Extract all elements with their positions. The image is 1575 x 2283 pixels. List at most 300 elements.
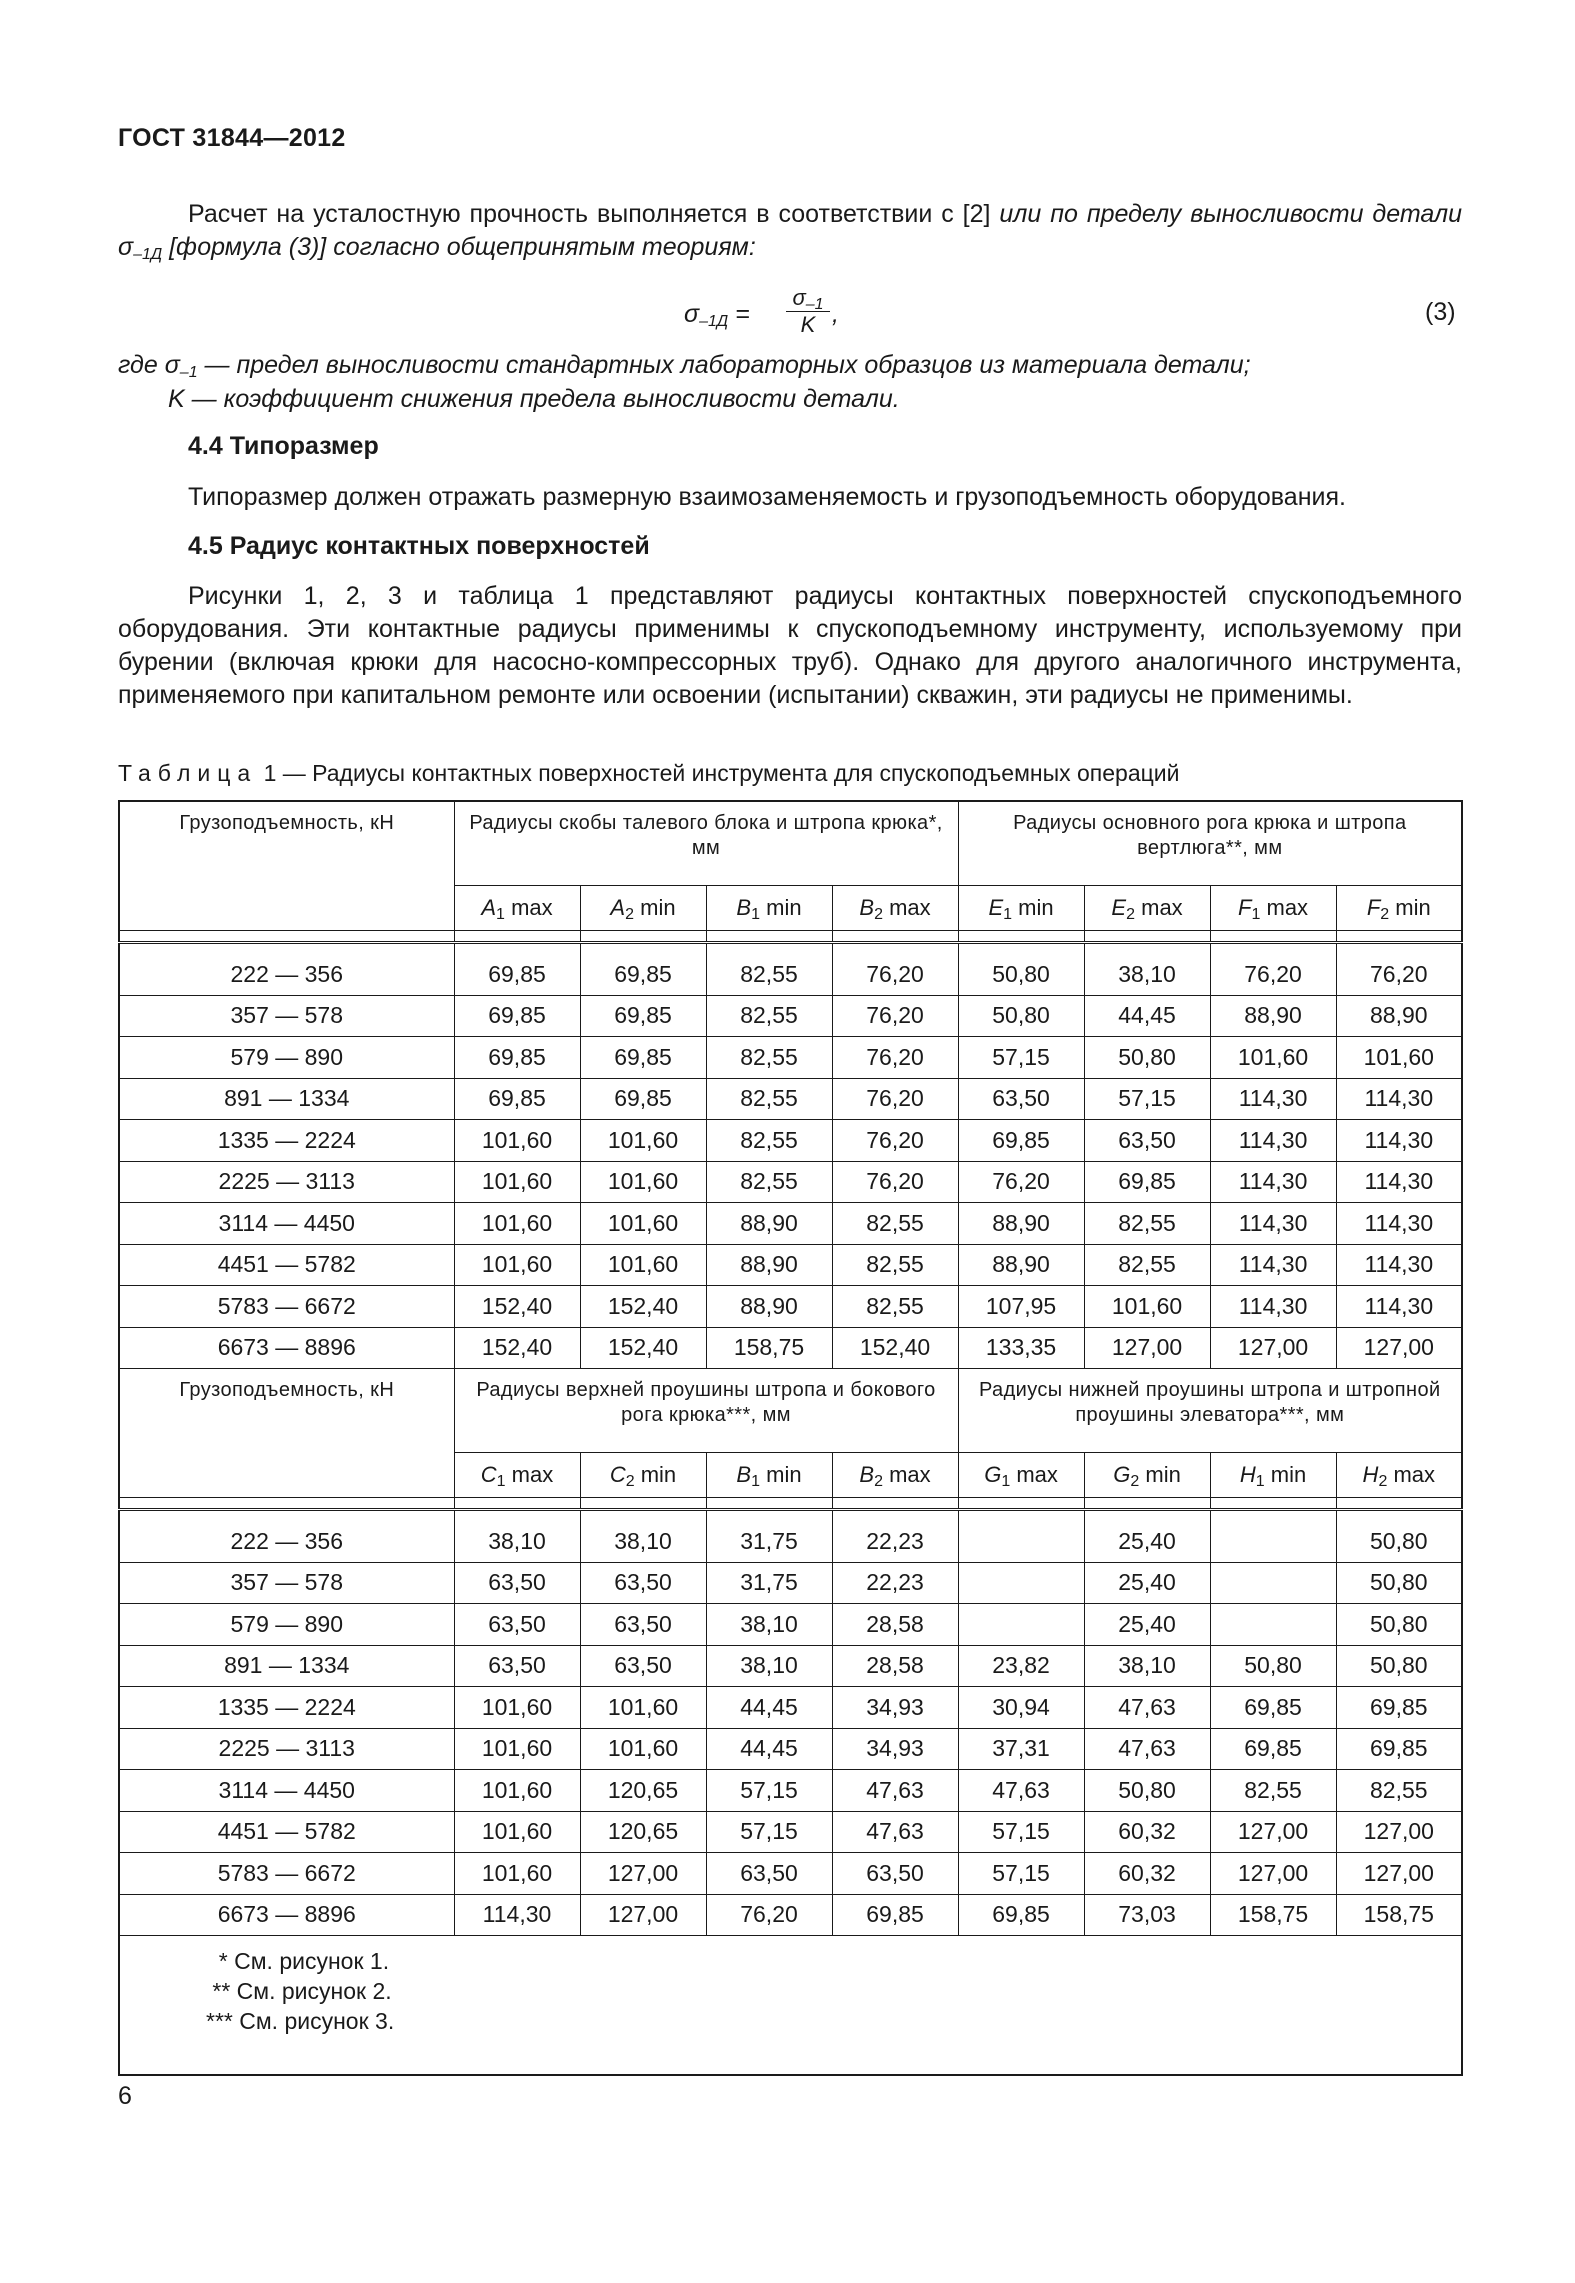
formula-eq: = — [728, 300, 750, 328]
value-cell: 63,50 — [580, 1645, 706, 1687]
separator-cell — [1084, 1498, 1210, 1510]
value-cell: 152,40 — [454, 1327, 580, 1369]
value-cell: 114,30 — [1336, 1078, 1462, 1120]
value-cell: 133,35 — [958, 1327, 1084, 1369]
value-cell: 76,20 — [1210, 943, 1336, 996]
value-cell — [958, 1510, 1084, 1563]
subheader-index: 2 — [1380, 906, 1390, 923]
subheader-limit: min — [760, 895, 802, 920]
value-cell: 73,03 — [1084, 1894, 1210, 1936]
value-cell: 127,00 — [1336, 1327, 1462, 1369]
value-cell: 69,85 — [454, 1078, 580, 1120]
formula-numerator-sub: –1 — [805, 296, 824, 313]
value-cell: 158,75 — [1336, 1894, 1462, 1936]
table-caption — [118, 760, 1180, 787]
table-notes — [119, 1936, 1462, 2076]
formula-lhs: σ — [684, 300, 700, 328]
value-cell: 88,90 — [706, 1286, 832, 1328]
value-cell: 50,80 — [1084, 1037, 1210, 1079]
table-row — [119, 1853, 1462, 1895]
value-cell: 50,80 — [958, 995, 1084, 1037]
radius-table — [118, 800, 1463, 2076]
subheader-symbol: G — [984, 1462, 1002, 1487]
value-cell: 44,45 — [706, 1687, 832, 1729]
subheader-limit: max — [1010, 1462, 1058, 1487]
value-cell: 114,30 — [1210, 1120, 1336, 1162]
subheader-cell — [832, 1453, 958, 1498]
value-cell: 101,60 — [1084, 1286, 1210, 1328]
value-cell: 63,50 — [454, 1604, 580, 1646]
table-row — [119, 1037, 1462, 1079]
separator-cell — [1336, 931, 1462, 943]
subheader-index: 1 — [1251, 906, 1261, 923]
value-cell: 50,80 — [1336, 1604, 1462, 1646]
formula-fraction — [786, 286, 830, 338]
value-cell: 82,55 — [1210, 1770, 1336, 1812]
table-row — [119, 1510, 1462, 1563]
value-cell: 101,60 — [580, 1244, 706, 1286]
value-cell: 63,50 — [580, 1604, 706, 1646]
value-cell: 47,63 — [1084, 1728, 1210, 1770]
table-row — [119, 1894, 1462, 1936]
subheader-symbol: A — [481, 895, 497, 920]
value-cell: 76,20 — [832, 1120, 958, 1162]
value-cell: 82,55 — [706, 995, 832, 1037]
subheader-index: 1 — [751, 1473, 761, 1490]
subheader-cell — [832, 886, 958, 931]
capacity-cell: 2225 — 3113 — [119, 1161, 454, 1203]
subheader-cell — [958, 1453, 1084, 1498]
capacity-cell: 6673 — 8896 — [119, 1894, 454, 1936]
value-cell: 31,75 — [706, 1562, 832, 1604]
value-cell: 57,15 — [1084, 1078, 1210, 1120]
value-cell: 82,55 — [706, 1078, 832, 1120]
legend-line1-a: где σ — [118, 351, 180, 379]
capacity-cell: 891 — 1334 — [119, 1645, 454, 1687]
value-cell: 57,15 — [706, 1770, 832, 1812]
subheader-limit: min — [1264, 1462, 1307, 1487]
value-cell: 127,00 — [1336, 1811, 1462, 1853]
capacity-cell: 1335 — 2224 — [119, 1120, 454, 1162]
value-cell: 23,82 — [958, 1645, 1084, 1687]
value-cell: 38,10 — [706, 1604, 832, 1646]
subheader-symbol: B — [736, 895, 752, 920]
value-cell: 101,60 — [454, 1120, 580, 1162]
value-cell: 69,85 — [454, 1037, 580, 1079]
formula-number: (3) — [1425, 298, 1456, 326]
separator-cell — [706, 931, 832, 943]
value-cell: 88,90 — [1336, 995, 1462, 1037]
subheader-index: 1 — [496, 906, 505, 923]
capacity-cell: 357 — 578 — [119, 995, 454, 1037]
value-cell: 31,75 — [706, 1510, 832, 1563]
value-cell: 38,10 — [454, 1510, 580, 1563]
header-separator — [119, 1498, 1462, 1510]
capacity-header: Грузоподъемность, кН — [119, 1369, 454, 1498]
value-cell: 114,30 — [1336, 1286, 1462, 1328]
value-cell: 60,32 — [1084, 1853, 1210, 1895]
value-cell: 76,20 — [958, 1161, 1084, 1203]
value-cell: 88,90 — [958, 1244, 1084, 1286]
notes-row — [119, 1936, 1462, 2076]
subheader-cell — [706, 886, 832, 931]
value-cell: 76,20 — [1336, 943, 1462, 996]
value-cell: 50,80 — [1336, 1510, 1462, 1563]
intro-text-c: [формула (3)] согласно общепринятым теориям: — [162, 233, 756, 261]
subheader-cell — [454, 1453, 580, 1498]
subheader-limit: min — [634, 895, 676, 920]
value-cell: 101,60 — [454, 1853, 580, 1895]
subheader-index: 1 — [751, 906, 761, 923]
value-cell: 22,23 — [832, 1510, 958, 1563]
subheader-symbol: E — [1111, 895, 1127, 920]
value-cell: 60,32 — [1084, 1811, 1210, 1853]
value-cell: 101,60 — [580, 1203, 706, 1245]
value-cell: 69,85 — [958, 1894, 1084, 1936]
subheader-index: 2 — [1130, 1473, 1140, 1490]
formula-numerator: σ — [792, 285, 806, 310]
value-cell: 82,55 — [1336, 1770, 1462, 1812]
table-note: * См. рисунок 1. — [206, 1948, 390, 1974]
value-cell: 63,50 — [958, 1078, 1084, 1120]
value-cell: 114,30 — [454, 1894, 580, 1936]
section-4-4-text — [118, 481, 1462, 514]
separator-cell — [1336, 1498, 1462, 1510]
separator-cell — [832, 931, 958, 943]
value-cell: 127,00 — [580, 1894, 706, 1936]
value-cell: 47,63 — [1084, 1687, 1210, 1729]
value-cell: 82,55 — [706, 943, 832, 996]
value-cell: 63,50 — [706, 1853, 832, 1895]
value-cell: 69,85 — [1084, 1161, 1210, 1203]
subheader-cell — [1084, 1453, 1210, 1498]
capacity-header: Грузоподъемность, кН — [119, 801, 454, 931]
value-cell: 25,40 — [1084, 1562, 1210, 1604]
value-cell: 114,30 — [1336, 1244, 1462, 1286]
table-row — [119, 1286, 1462, 1328]
value-cell: 69,85 — [958, 1120, 1084, 1162]
value-cell: 69,85 — [1210, 1687, 1336, 1729]
capacity-cell: 6673 — 8896 — [119, 1327, 454, 1369]
table-caption-label: Таблица — [118, 760, 258, 786]
capacity-cell: 222 — 356 — [119, 1510, 454, 1563]
value-cell: 30,94 — [958, 1687, 1084, 1729]
subheader-limit: min — [1389, 895, 1431, 920]
subheader-symbol: B — [736, 1462, 752, 1487]
value-cell: 114,30 — [1210, 1244, 1336, 1286]
subheader-cell — [580, 1453, 706, 1498]
value-cell: 63,50 — [454, 1562, 580, 1604]
capacity-cell: 4451 — 5782 — [119, 1811, 454, 1853]
value-cell: 63,50 — [832, 1853, 958, 1895]
subheader-limit: max — [882, 895, 931, 920]
capacity-cell: 5783 — 6672 — [119, 1853, 454, 1895]
subheader-symbol: E — [988, 895, 1004, 920]
value-cell: 101,60 — [1336, 1037, 1462, 1079]
value-cell: 101,60 — [454, 1811, 580, 1853]
subheader-index: 2 — [1126, 906, 1135, 923]
value-cell: 114,30 — [1210, 1286, 1336, 1328]
separator-cell — [958, 931, 1084, 943]
value-cell: 127,00 — [1336, 1853, 1462, 1895]
value-cell: 69,85 — [580, 1037, 706, 1079]
table-row — [119, 1770, 1462, 1812]
table-row — [119, 1327, 1462, 1369]
capacity-cell: 4451 — 5782 — [119, 1244, 454, 1286]
value-cell: 28,58 — [832, 1604, 958, 1646]
section-4-4-paragraph: Типоразмер должен отражать размерную взаимозаменяемость и грузоподъемность оборудования. — [188, 483, 1346, 511]
value-cell: 34,93 — [832, 1687, 958, 1729]
page-number: 6 — [118, 2082, 132, 2110]
subheader-cell — [1084, 886, 1210, 931]
value-cell: 101,60 — [454, 1161, 580, 1203]
value-cell: 120,65 — [580, 1811, 706, 1853]
capacity-cell: 579 — 890 — [119, 1037, 454, 1079]
value-cell: 63,50 — [580, 1562, 706, 1604]
subheader-cell — [1336, 886, 1462, 931]
value-cell: 88,90 — [1210, 995, 1336, 1037]
value-cell — [958, 1604, 1084, 1646]
subheader-index: 2 — [874, 906, 883, 923]
table-note: *** См. рисунок 3. — [206, 2008, 395, 2034]
value-cell — [1210, 1510, 1336, 1563]
capacity-cell: 5783 — 6672 — [119, 1286, 454, 1328]
table-row — [119, 1645, 1462, 1687]
subheader-cell — [706, 1453, 832, 1498]
value-cell: 69,85 — [580, 995, 706, 1037]
subheader-index: 2 — [874, 1473, 883, 1490]
subheader-limit: max — [1260, 895, 1309, 920]
subheader-cell — [1210, 886, 1336, 931]
value-cell: 69,85 — [1336, 1728, 1462, 1770]
value-cell: 127,00 — [1084, 1327, 1210, 1369]
table-row — [119, 1203, 1462, 1245]
capacity-cell: 579 — 890 — [119, 1604, 454, 1646]
subheader-limit: min — [760, 1462, 802, 1487]
value-cell: 25,40 — [1084, 1604, 1210, 1646]
table-row — [119, 1604, 1462, 1646]
table-note: ** См. рисунок 2. — [206, 1978, 392, 2004]
value-cell: 101,60 — [580, 1687, 706, 1729]
subheader-symbol: C — [480, 1462, 497, 1487]
value-cell: 82,55 — [832, 1286, 958, 1328]
value-cell: 82,55 — [832, 1244, 958, 1286]
subheader-symbol: B — [859, 895, 875, 920]
value-cell: 114,30 — [1336, 1203, 1462, 1245]
value-cell: 50,80 — [958, 943, 1084, 996]
value-cell: 114,30 — [1210, 1203, 1336, 1245]
value-cell: 57,15 — [958, 1811, 1084, 1853]
subheader-cell — [1336, 1453, 1462, 1498]
subheader-symbol: H — [1239, 1462, 1256, 1487]
value-cell: 114,30 — [1336, 1161, 1462, 1203]
formula-lhs-sub: –1Д — [699, 313, 729, 330]
formula-legend — [118, 348, 1251, 413]
value-cell: 82,55 — [832, 1203, 958, 1245]
section-4-5-paragraph: Рисунки 1, 2, 3 и таблица 1 представляют радиусы контактных поверхностей спускоподъемного оборудования. Эти контактные радиусы применимы к спускоподъемному инструменту, используемому при бурении (включая крюки для насосно-компрессорных труб). Однако для другого аналогичного инструмента, применяемого при капитальном ремонте или освоении (испытании) скважин, эти радиусы не применимы. — [118, 582, 1462, 709]
value-cell: 107,95 — [958, 1286, 1084, 1328]
value-cell: 69,85 — [454, 995, 580, 1037]
separator-cell — [706, 1498, 832, 1510]
table-header-row — [119, 1369, 1462, 1453]
legend-line1-sub: –1 — [179, 364, 198, 381]
value-cell: 101,60 — [454, 1203, 580, 1245]
value-cell: 127,00 — [1210, 1811, 1336, 1853]
separator-cell — [1210, 1498, 1336, 1510]
separator-cell — [580, 931, 706, 943]
subheader-symbol: C — [609, 1462, 626, 1487]
group-header-b: Радиусы нижней проушины штропа и штропной проушины элеватора***, мм — [958, 1369, 1462, 1453]
value-cell: 50,80 — [1336, 1562, 1462, 1604]
value-cell: 88,90 — [706, 1203, 832, 1245]
capacity-cell: 2225 — 3113 — [119, 1728, 454, 1770]
value-cell: 47,63 — [832, 1770, 958, 1812]
table-row — [119, 1161, 1462, 1203]
value-cell: 22,23 — [832, 1562, 958, 1604]
value-cell: 69,85 — [580, 1078, 706, 1120]
value-cell: 101,60 — [454, 1728, 580, 1770]
formula-denominator: K — [800, 312, 816, 337]
table-row — [119, 943, 1462, 996]
intro-paragraph — [118, 198, 1462, 264]
value-cell — [1210, 1604, 1336, 1646]
section-4-5-title: 4.5 Радиус контактных поверхностей — [188, 532, 650, 560]
value-cell: 47,63 — [832, 1811, 958, 1853]
separator-cell — [832, 1498, 958, 1510]
value-cell: 101,60 — [580, 1728, 706, 1770]
table-caption-text: 1 — Радиусы контактных поверхностей инструмента для спускоподъемных операций — [257, 760, 1180, 786]
formula-comma: , — [832, 300, 839, 328]
value-cell: 101,60 — [580, 1120, 706, 1162]
subheader-cell — [454, 886, 580, 931]
subheader-limit: max — [505, 1462, 554, 1487]
value-cell: 76,20 — [832, 1078, 958, 1120]
value-cell: 88,90 — [706, 1244, 832, 1286]
value-cell: 127,00 — [1210, 1853, 1336, 1895]
value-cell: 76,20 — [832, 943, 958, 996]
table-row — [119, 1078, 1462, 1120]
table-row — [119, 1811, 1462, 1853]
value-cell: 82,55 — [1084, 1203, 1210, 1245]
separator-cell — [454, 931, 580, 943]
header-separator — [119, 931, 1462, 943]
subheader-symbol: A — [610, 895, 626, 920]
subheader-symbol: B — [859, 1462, 875, 1487]
value-cell: 101,60 — [454, 1244, 580, 1286]
section-4-4-title: 4.4 Типоразмер — [188, 432, 379, 460]
value-cell: 158,75 — [706, 1327, 832, 1369]
value-cell: 114,30 — [1210, 1078, 1336, 1120]
value-cell: 152,40 — [454, 1286, 580, 1328]
group-header-a: Радиусы верхней проушины штропа и бокового рога крюка***, мм — [454, 1369, 958, 1453]
capacity-cell: 891 — 1334 — [119, 1078, 454, 1120]
value-cell: 57,15 — [958, 1853, 1084, 1895]
value-cell: 38,10 — [706, 1645, 832, 1687]
legend-line2: K — коэффициент снижения предела выносливости детали. — [168, 385, 900, 413]
value-cell: 69,85 — [832, 1894, 958, 1936]
value-cell: 25,40 — [1084, 1510, 1210, 1563]
table-row — [119, 1728, 1462, 1770]
subheader-limit: max — [1387, 1462, 1436, 1487]
intro-text-a: Расчет на усталостную прочность выполняется в соответствии с [2] — [188, 200, 1000, 228]
subheader-index: 2 — [625, 1473, 635, 1490]
value-cell: 47,63 — [958, 1770, 1084, 1812]
value-cell: 82,55 — [706, 1037, 832, 1079]
subheader-limit: max — [1135, 895, 1183, 920]
value-cell — [1210, 1562, 1336, 1604]
separator-cell — [1084, 931, 1210, 943]
capacity-cell: 222 — 356 — [119, 943, 454, 996]
subheader-index: 1 — [1003, 906, 1013, 923]
value-cell: 57,15 — [706, 1811, 832, 1853]
value-cell: 82,55 — [706, 1120, 832, 1162]
table-row — [119, 1562, 1462, 1604]
value-cell: 101,60 — [454, 1770, 580, 1812]
value-cell: 50,80 — [1084, 1770, 1210, 1812]
table-header-row — [119, 801, 1462, 886]
group-header-b: Радиусы основного рога крюка и штропа вертлюга**, мм — [958, 801, 1462, 886]
separator-cell — [580, 1498, 706, 1510]
separator-cell — [119, 931, 454, 943]
value-cell: 158,75 — [1210, 1894, 1336, 1936]
subheader-symbol: H — [1362, 1462, 1379, 1487]
subheader-symbol: G — [1113, 1462, 1131, 1487]
table-row — [119, 995, 1462, 1037]
subheader-index: 2 — [625, 906, 635, 923]
value-cell: 44,45 — [706, 1728, 832, 1770]
subheader-index: 2 — [1378, 1473, 1388, 1490]
value-cell: 63,50 — [1084, 1120, 1210, 1162]
value-cell: 152,40 — [580, 1286, 706, 1328]
value-cell: 50,80 — [1336, 1645, 1462, 1687]
value-cell: 101,60 — [454, 1687, 580, 1729]
value-cell: 69,85 — [1210, 1728, 1336, 1770]
value-cell: 44,45 — [1084, 995, 1210, 1037]
table-row — [119, 1244, 1462, 1286]
value-cell: 76,20 — [832, 995, 958, 1037]
group-header-a: Радиусы скобы талевого блока и штропа крюка*, мм — [454, 801, 958, 886]
value-cell: 50,80 — [1210, 1645, 1336, 1687]
value-cell: 114,30 — [1336, 1120, 1462, 1162]
intro-sub: –1Д — [133, 246, 163, 263]
subheader-symbol: F — [1238, 895, 1252, 920]
value-cell: 38,10 — [1084, 943, 1210, 996]
subheader-index: 1 — [1001, 1473, 1011, 1490]
capacity-cell: 3114 — 4450 — [119, 1203, 454, 1245]
value-cell: 120,65 — [580, 1770, 706, 1812]
value-cell: 34,93 — [832, 1728, 958, 1770]
capacity-cell: 1335 — 2224 — [119, 1687, 454, 1729]
separator-cell — [454, 1498, 580, 1510]
value-cell: 76,20 — [706, 1894, 832, 1936]
subheader-limit: min — [1139, 1462, 1181, 1487]
capacity-cell: 357 — 578 — [119, 1562, 454, 1604]
subheader-cell — [958, 886, 1084, 931]
value-cell: 101,60 — [580, 1161, 706, 1203]
subheader-limit: min — [1012, 895, 1054, 920]
subheader-index: 1 — [1255, 1473, 1265, 1490]
subheader-index: 1 — [496, 1473, 506, 1490]
subheader-cell — [1210, 1453, 1336, 1498]
value-cell: 76,20 — [832, 1037, 958, 1079]
value-cell: 28,58 — [832, 1645, 958, 1687]
value-cell: 82,55 — [706, 1161, 832, 1203]
value-cell: 127,00 — [1210, 1327, 1336, 1369]
legend-line1-b: — предел выносливости стандартных лабораторных образцов из материала детали; — [197, 351, 1251, 379]
subheader-symbol: F — [1366, 895, 1381, 920]
value-cell: 69,85 — [1336, 1687, 1462, 1729]
separator-cell — [1210, 931, 1336, 943]
